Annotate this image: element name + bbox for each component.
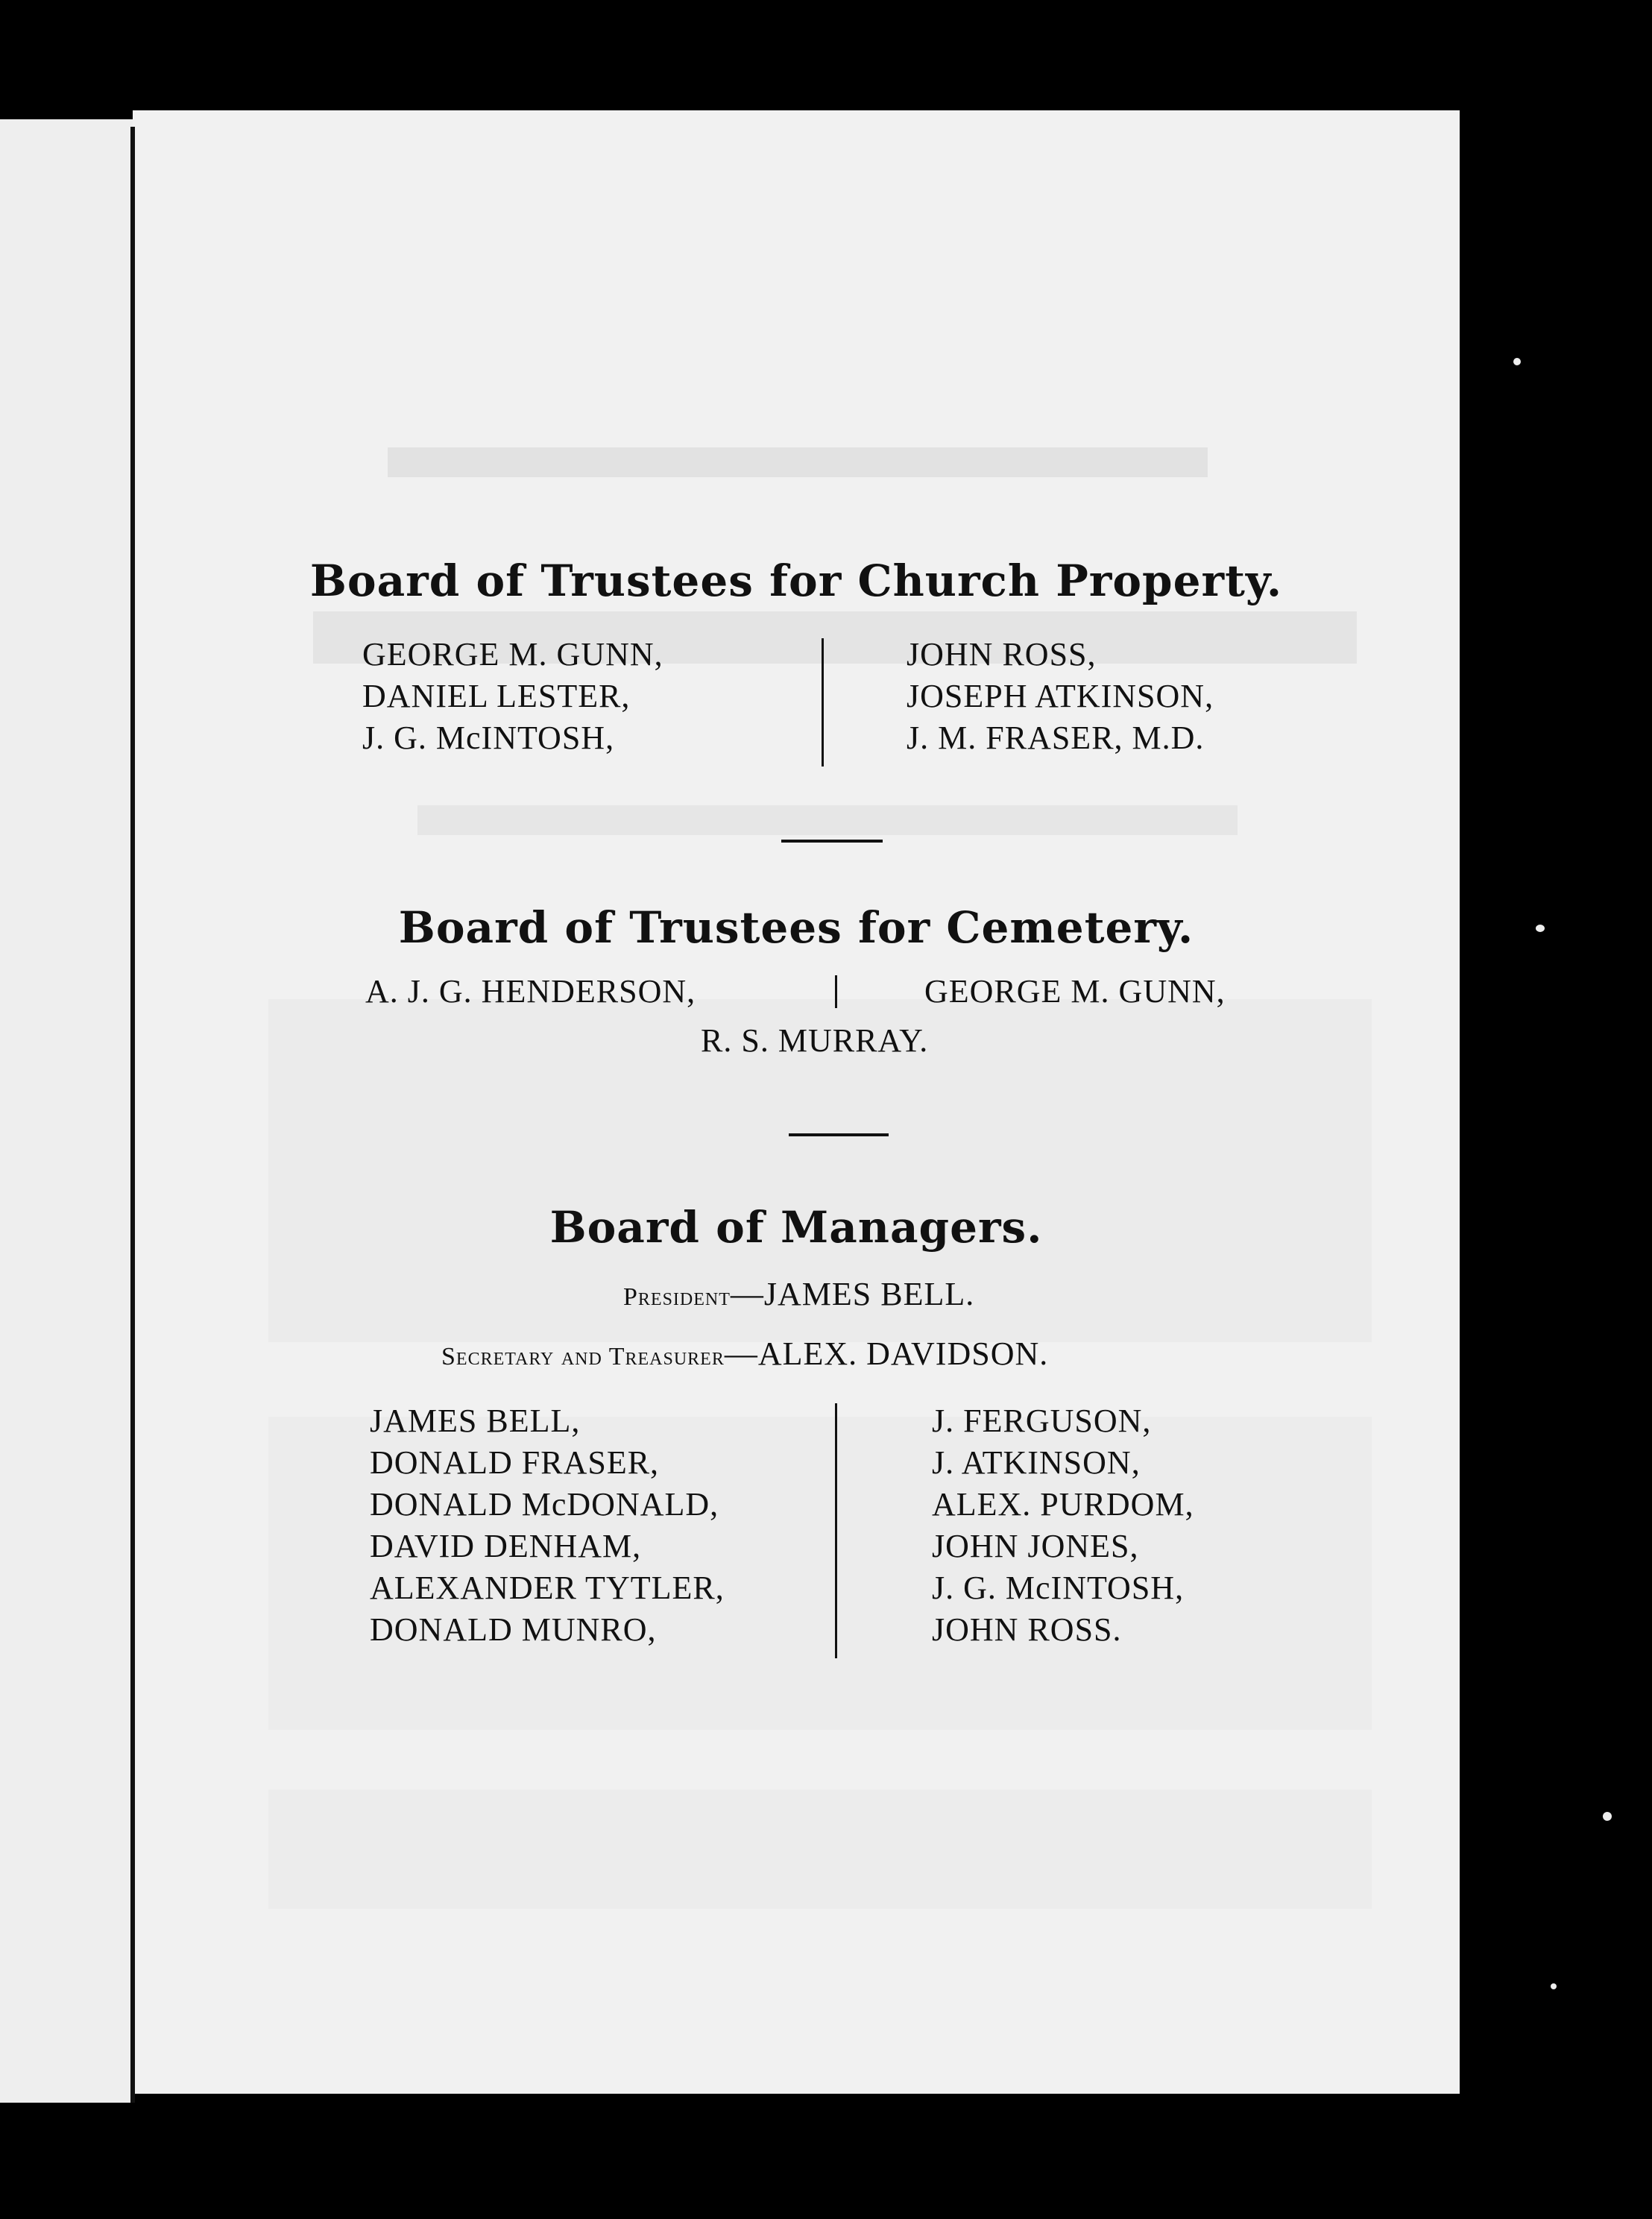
bleed-through-block bbox=[268, 1790, 1372, 1909]
cemetery-trustee-center: R. S. MURRAY. bbox=[701, 1022, 929, 1059]
section-separator bbox=[789, 1133, 889, 1136]
church-trustee-left-3: J. G. McINTOSH, bbox=[362, 720, 615, 756]
manager-right-2: J. ATKINSON, bbox=[932, 1444, 1141, 1481]
managers-heading: Board of Managers. bbox=[549, 1202, 1043, 1253]
manager-right-1: J. FERGUSON, bbox=[932, 1403, 1152, 1439]
bleed-through-line bbox=[417, 805, 1238, 835]
cemetery-trustee-right: GEORGE M. GUNN, bbox=[924, 973, 1226, 1010]
president-line bbox=[623, 1275, 974, 1313]
church-trustee-right-2: JOSEPH ATKINSON, bbox=[907, 678, 1214, 714]
cemetery-heading: Board of Trustees for Cemetery. bbox=[398, 902, 1194, 953]
managers-column-divider bbox=[835, 1403, 837, 1658]
president-name: —JAMES BELL. bbox=[730, 1276, 975, 1312]
manager-right-3: ALEX. PURDOM, bbox=[932, 1486, 1194, 1523]
president-label: President bbox=[623, 1283, 731, 1311]
facing-page-edge bbox=[0, 119, 133, 2103]
cemetery-trustee-left: A. J. G. HENDERSON, bbox=[365, 973, 696, 1010]
manager-left-2: DONALD FRASER, bbox=[370, 1444, 660, 1481]
church-trustee-left-2: DANIEL LESTER, bbox=[362, 678, 631, 714]
manager-right-5: J. G. McINTOSH, bbox=[932, 1570, 1185, 1606]
church-trustee-right-3: J. M. FRASER, M.D. bbox=[907, 720, 1205, 756]
dust-speck bbox=[1603, 1812, 1612, 1821]
manager-left-5: ALEXANDER TYTLER, bbox=[370, 1570, 725, 1606]
manager-left-3: DONALD McDONALD, bbox=[370, 1486, 719, 1523]
church-property-heading: Board of Trustees for Church Property. bbox=[309, 555, 1283, 606]
church-column-divider bbox=[822, 638, 824, 767]
church-trustee-right-1: JOHN ROSS, bbox=[907, 636, 1097, 673]
section-separator bbox=[781, 840, 883, 843]
manager-left-1: JAMES BELL, bbox=[370, 1403, 581, 1439]
dust-speck bbox=[1536, 925, 1545, 932]
secretary-label: Secretary and Treasurer bbox=[441, 1343, 725, 1370]
secretary-line bbox=[441, 1335, 1048, 1373]
church-trustee-left-1: GEORGE M. GUNN, bbox=[362, 636, 663, 673]
manager-left-6: DONALD MUNRO, bbox=[370, 1611, 657, 1648]
bleed-through-line bbox=[388, 447, 1208, 477]
dust-speck bbox=[1551, 1983, 1557, 1989]
binding-fold-line bbox=[130, 127, 135, 2103]
cemetery-column-divider bbox=[835, 975, 837, 1008]
manager-left-4: DAVID DENHAM, bbox=[370, 1528, 642, 1564]
manager-right-6: JOHN ROSS. bbox=[932, 1611, 1122, 1648]
manager-right-4: JOHN JONES, bbox=[932, 1528, 1139, 1564]
dust-speck bbox=[1513, 358, 1521, 365]
secretary-name: —ALEX. DAVIDSON. bbox=[724, 1335, 1049, 1372]
